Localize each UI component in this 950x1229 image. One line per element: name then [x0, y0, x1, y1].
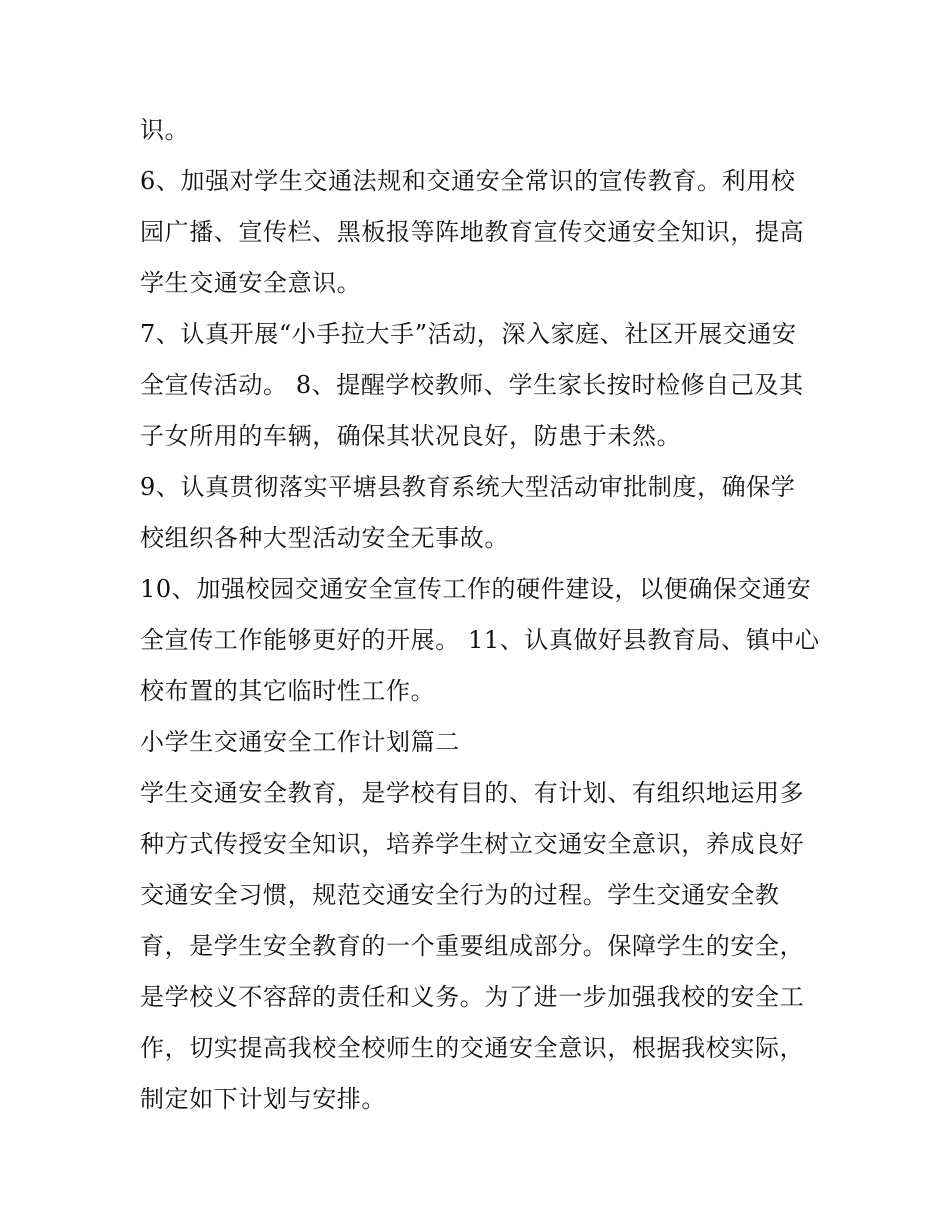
- text-line: 园广播、宣传栏、黑板报等阵地教育宣传交通安全知识，提高: [140, 218, 805, 246]
- text-line: 10、加强校园交通安全宣传工作的硬件建设，以便确保交通安: [140, 575, 812, 603]
- text-line: 6、加强对学生交通法规和交通安全常识的宣传教育。利用校: [140, 167, 796, 195]
- text-line: 全宣传工作能够更好的开展。 11、认真做好县教育局、镇中心: [140, 626, 820, 654]
- document-page: [140, 105, 820, 1125]
- text-line: 作，切实提高我校全校师生的交通安全意识，根据我校实际，: [140, 1034, 805, 1062]
- text-line: 全宣传活动。 8、提醒学校教师、学生家长按时检修自己及其: [140, 371, 804, 399]
- text-line: 制定如下计划与安排。: [140, 1085, 386, 1113]
- text-line: 种方式传授安全知识，培养学生树立交通安全意识，养成良好: [140, 830, 805, 858]
- text-line: 校组织各种大型活动安全无事故。: [140, 524, 509, 552]
- section-heading: 小学生交通安全工作计划篇二: [140, 728, 460, 756]
- text-line: 子女所用的车辆，确保其状况良好，防患于未然。: [140, 422, 682, 450]
- text-line: 交通安全习惯，规范交通安全行为的过程。学生交通安全教: [140, 881, 780, 909]
- text-line: 9、认真贯彻落实平塘县教育系统大型活动审批制度，确保学: [140, 473, 796, 501]
- text-line: 识。: [140, 116, 190, 144]
- text-line: 学生交通安全意识。: [140, 269, 362, 297]
- text-line: 校布置的其它临时性工作。: [140, 677, 436, 705]
- text-line: 是学校义不容辞的责任和义务。为了进一步加强我校的安全工: [140, 983, 805, 1011]
- text-line: 学生交通安全教育，是学校有目的、有计划、有组织地运用多: [140, 779, 805, 807]
- text-line: 7、认真开展“小手拉大手”活动，深入家庭、社区开展交通安: [140, 320, 797, 348]
- text-line: 育，是学生安全教育的一个重要组成部分。保障学生的安全，: [140, 932, 805, 960]
